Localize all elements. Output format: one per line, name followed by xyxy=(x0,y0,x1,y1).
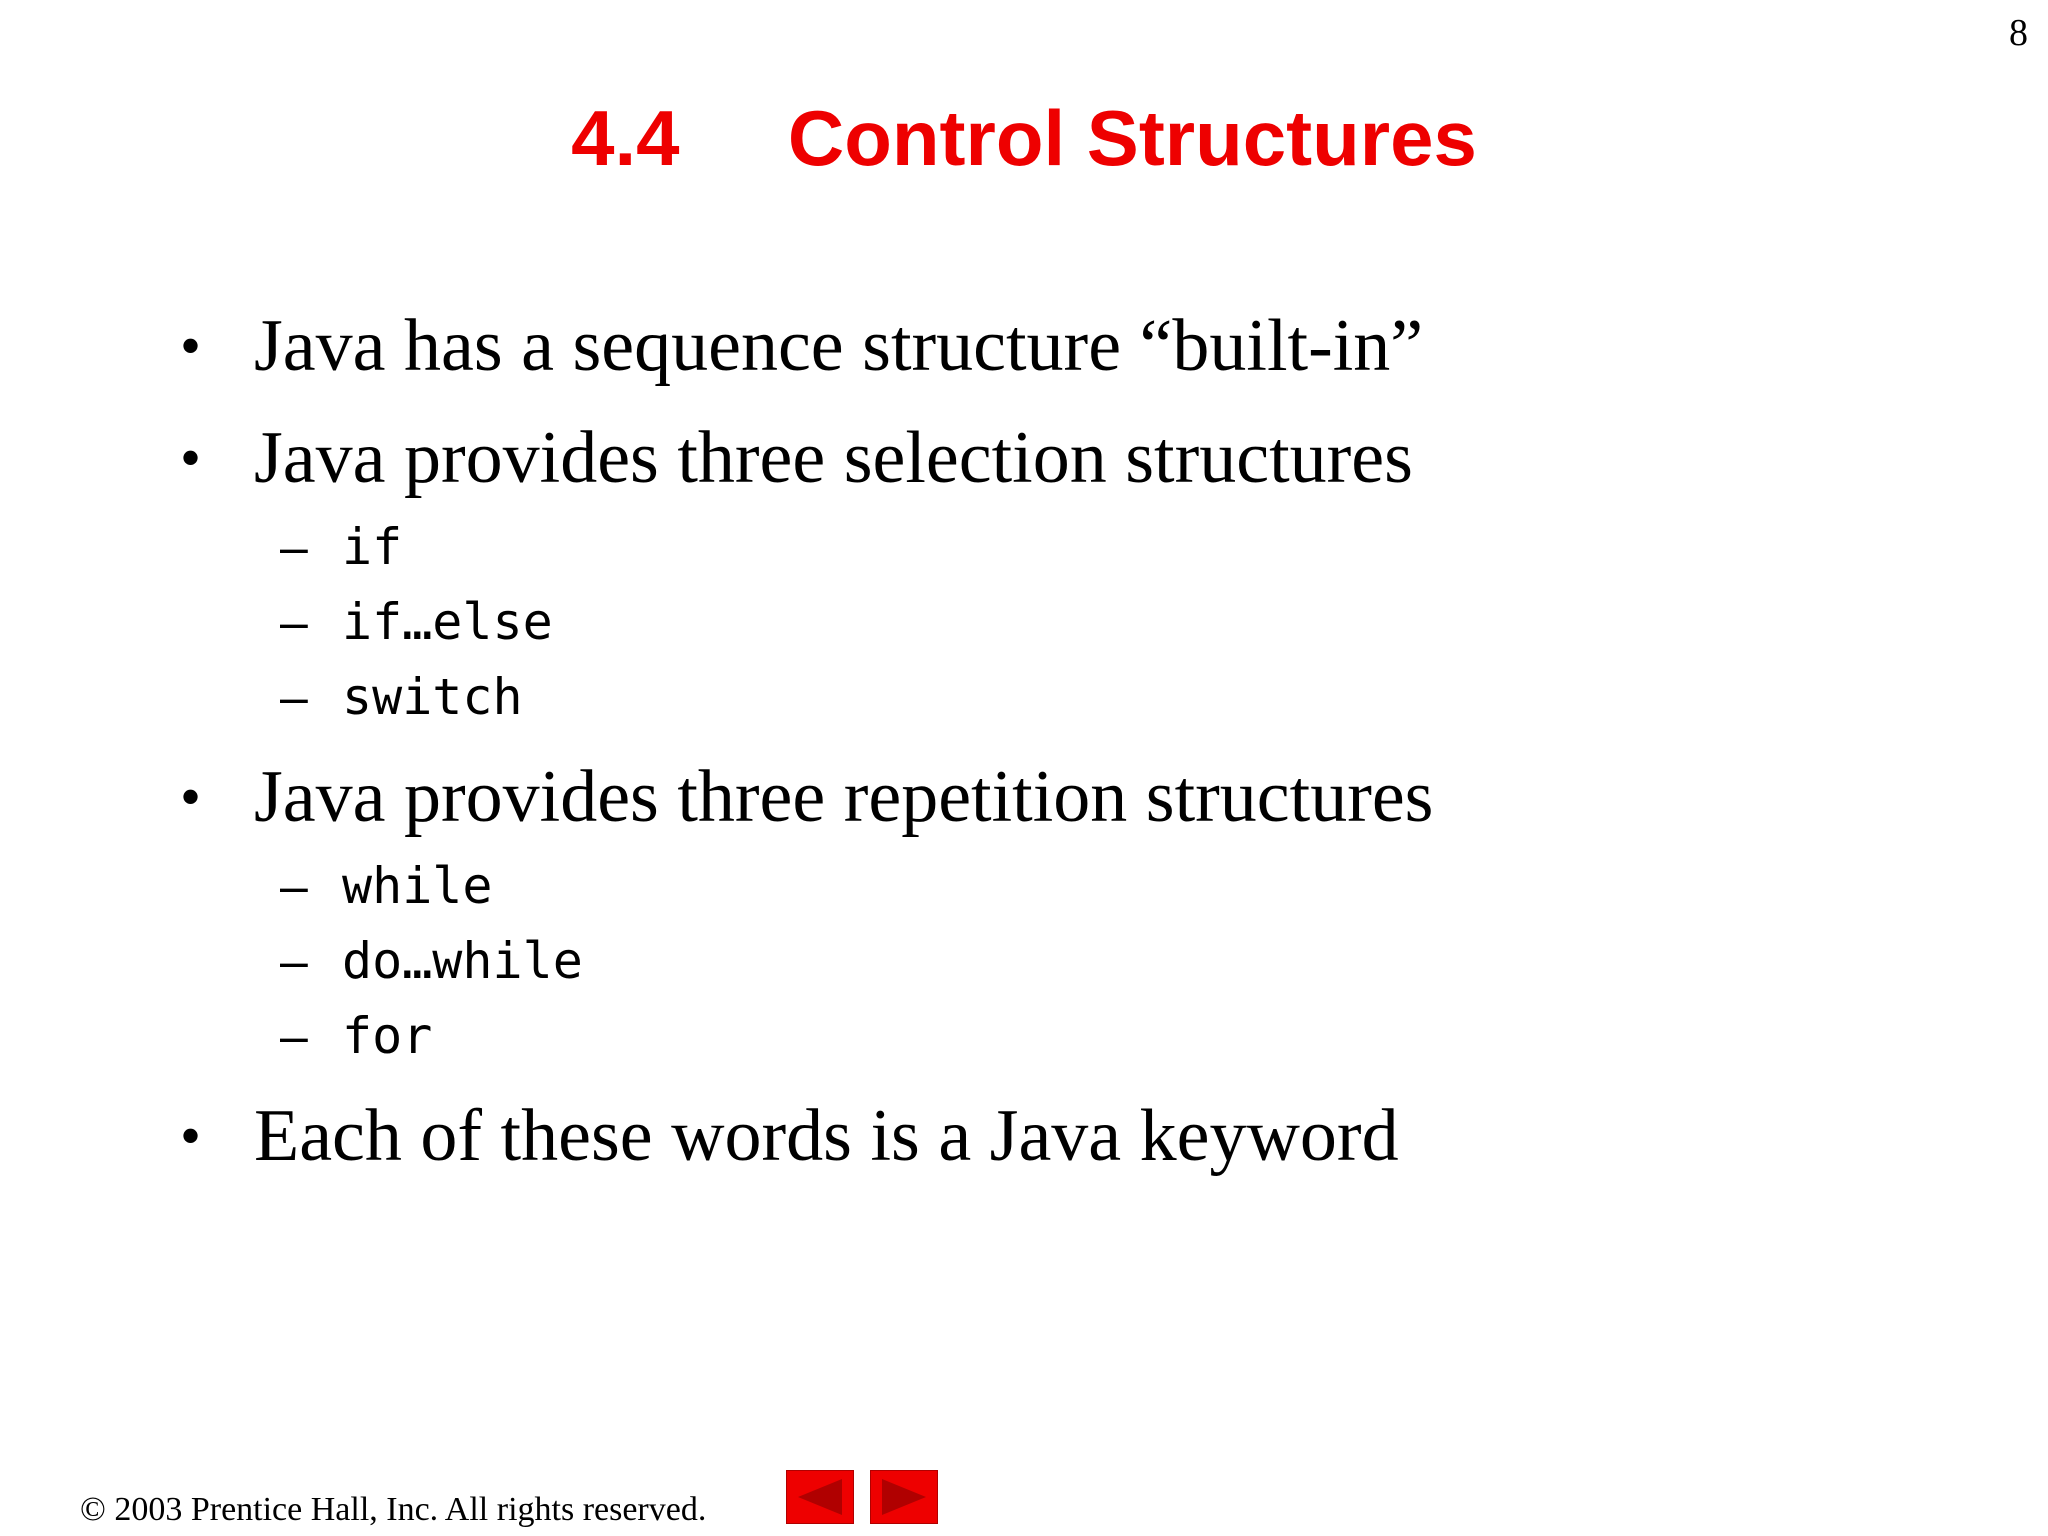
dash: – xyxy=(280,858,308,914)
keyword: if xyxy=(342,518,403,576)
sub-list xyxy=(170,510,1970,735)
sub-item xyxy=(170,510,1970,585)
previous-slide-button[interactable] xyxy=(786,1470,854,1524)
dash: – xyxy=(280,594,308,650)
sub-item xyxy=(170,660,1970,735)
sub-item xyxy=(170,849,1970,924)
keyword: if…else xyxy=(342,593,553,651)
dash: – xyxy=(280,1008,308,1064)
slide-title: 4.4 Control Structures xyxy=(571,94,1477,182)
left-triangle-icon xyxy=(794,1477,846,1517)
dash: – xyxy=(280,519,308,575)
copyright-notice: © 2003 Prentice Hall, Inc. All rights reserved. xyxy=(80,1491,707,1528)
sub-list-container xyxy=(170,510,1970,735)
sub-list xyxy=(170,849,1970,1074)
keyword: switch xyxy=(342,668,523,726)
sub-item xyxy=(170,924,1970,999)
dash: – xyxy=(280,669,308,725)
bullet-dot: • xyxy=(180,425,202,491)
sub-item xyxy=(170,999,1970,1074)
bullet-dot: • xyxy=(180,313,202,379)
keyword: for xyxy=(342,1007,433,1065)
bullet-text: Java provides three repetition structures xyxy=(254,756,1434,838)
bullet-item xyxy=(170,1080,1970,1192)
bullet-text: Each of these words is a Java keyword xyxy=(254,1095,1399,1177)
sub-item xyxy=(170,585,1970,660)
sub-list-container xyxy=(170,849,1970,1074)
keyword: do…while xyxy=(342,932,583,990)
next-slide-button[interactable] xyxy=(870,1470,938,1524)
bullet-text: Java has a sequence structure “built-in” xyxy=(254,305,1424,387)
bullet-list xyxy=(170,290,1970,1192)
bullet-dot: • xyxy=(180,764,202,830)
bullet-dot: • xyxy=(180,1103,202,1169)
bullet-item xyxy=(170,402,1970,514)
dash: – xyxy=(280,933,308,989)
bullet-item xyxy=(170,290,1970,402)
bullet-item xyxy=(170,741,1970,853)
page-number: 8 xyxy=(2009,12,2028,54)
bullet-text: Java provides three selection structures xyxy=(254,417,1413,499)
keyword: while xyxy=(342,857,493,915)
slide-navigation xyxy=(786,1470,938,1524)
right-triangle-icon xyxy=(878,1477,930,1517)
